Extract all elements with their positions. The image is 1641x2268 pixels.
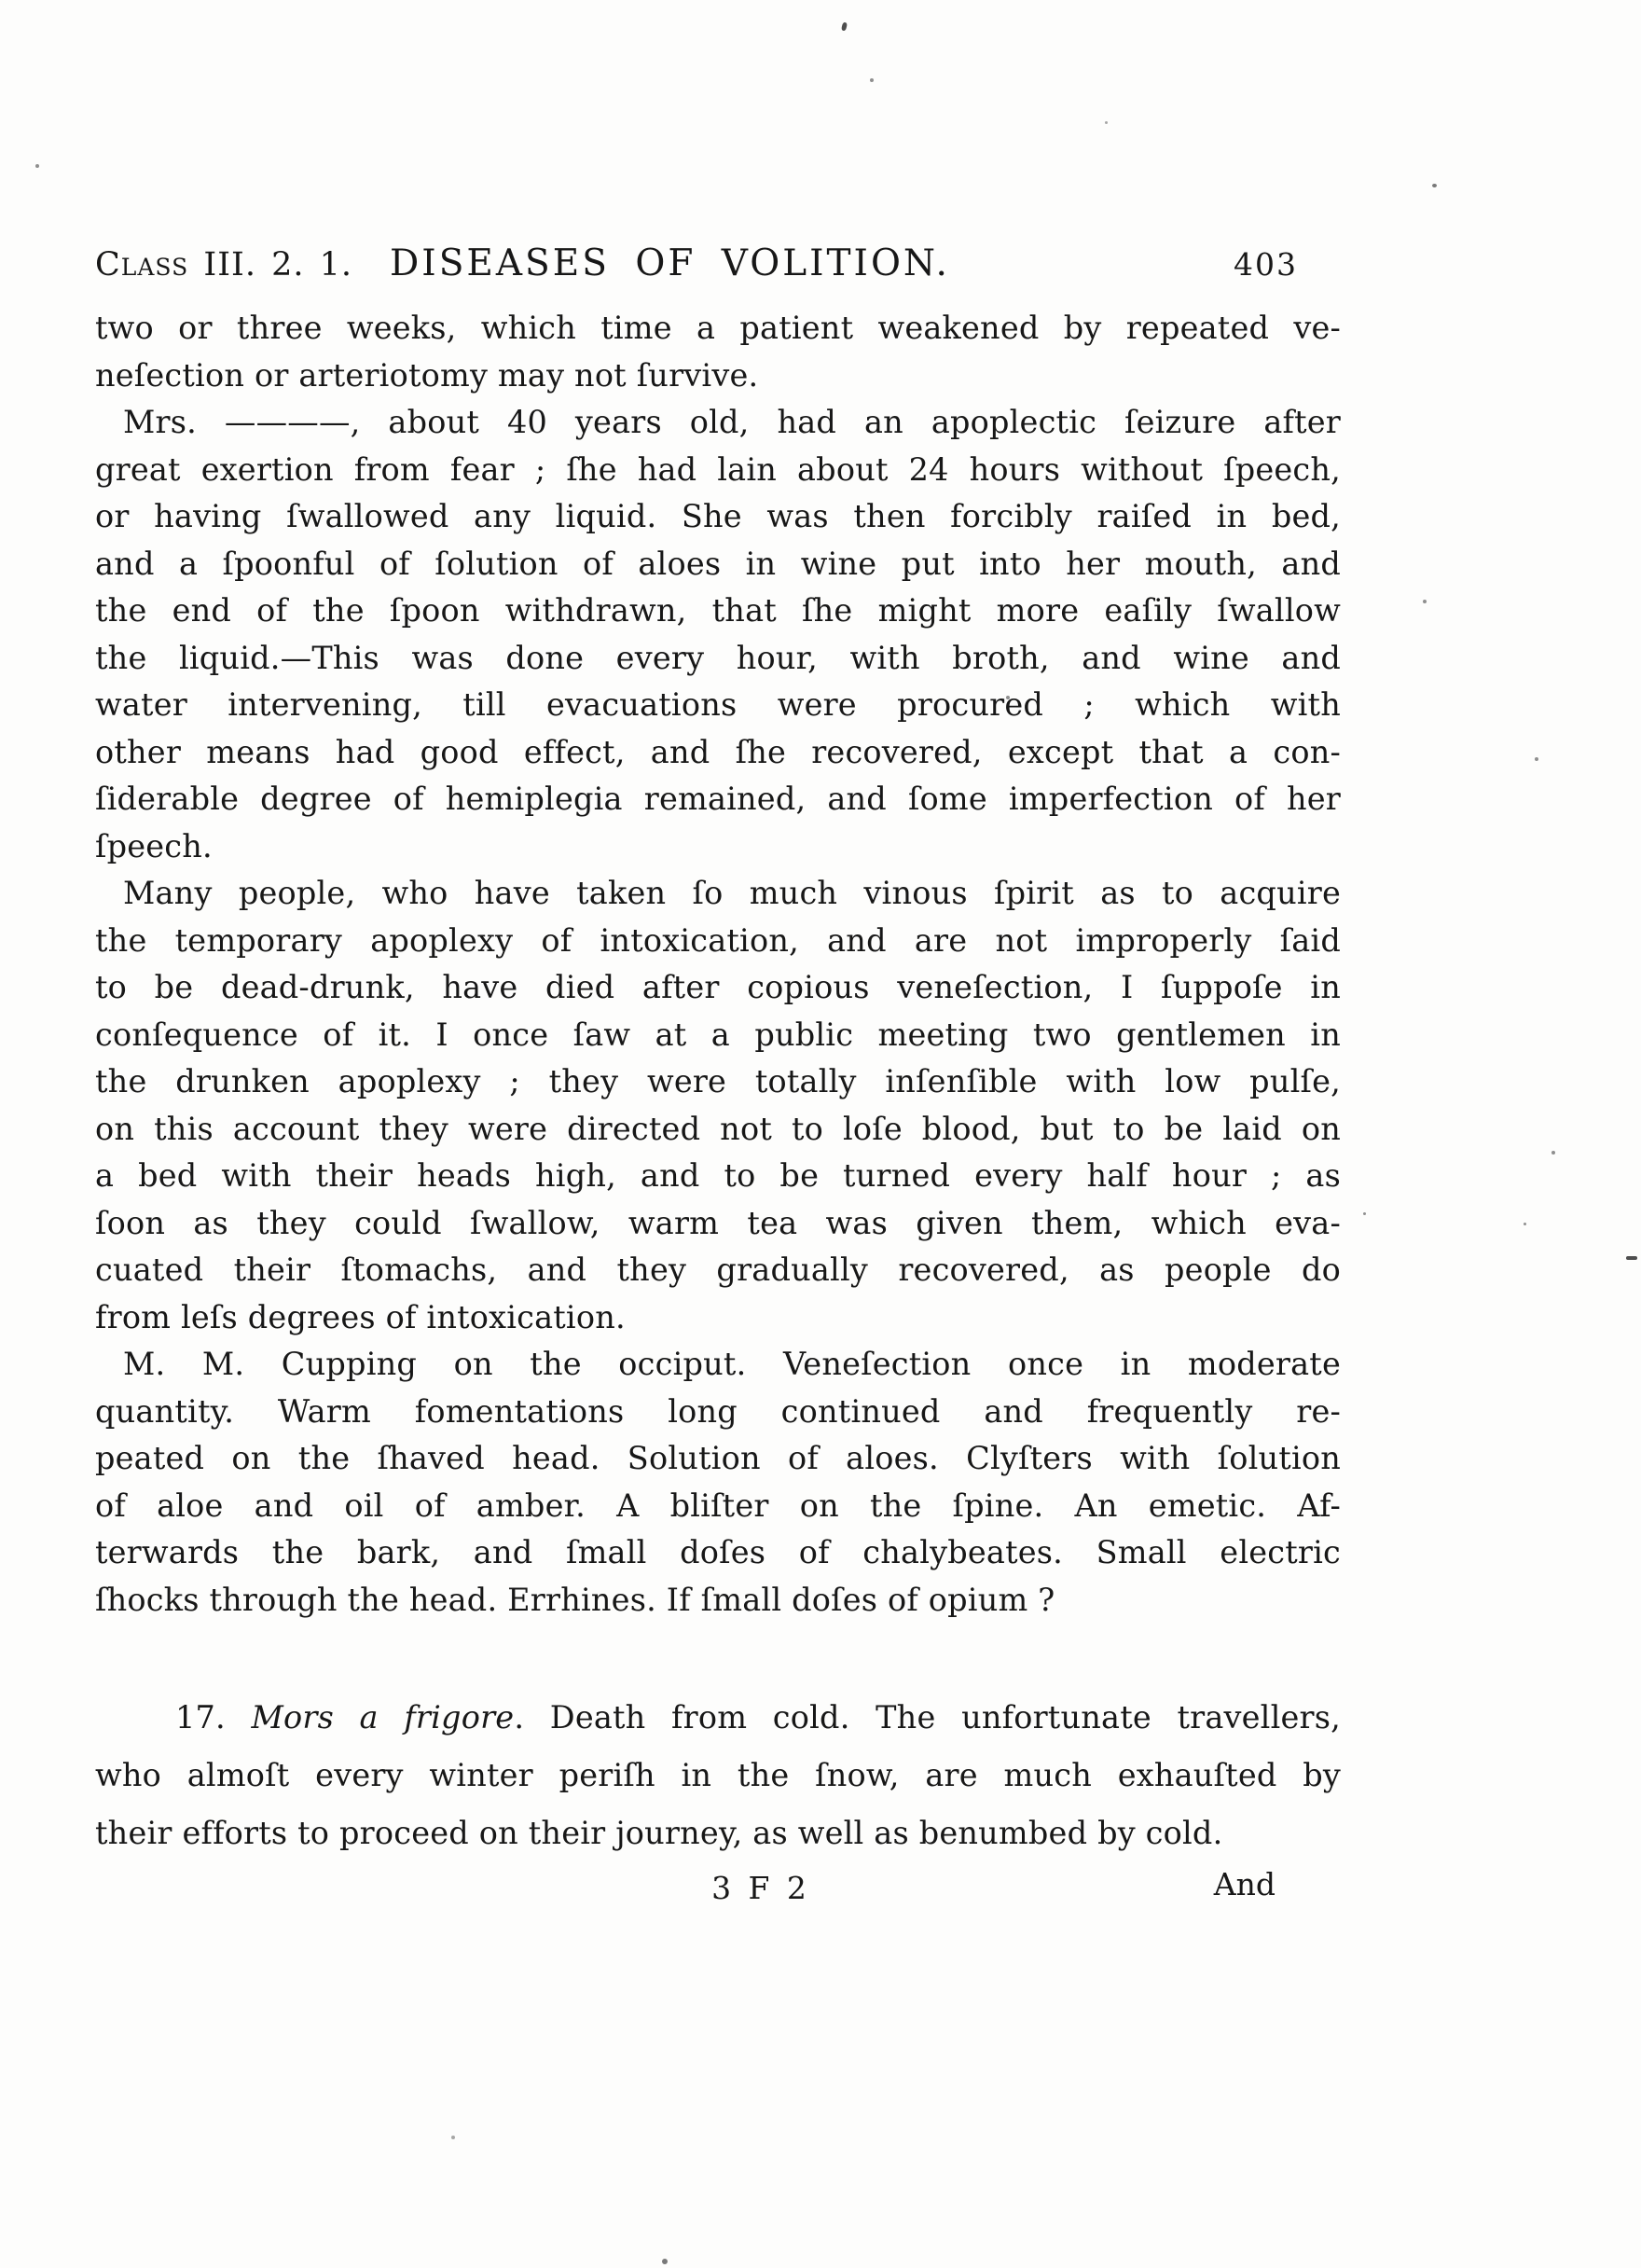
text-line: on this account they were directed not to loſe blood, but to be laid on [95, 1110, 1341, 1147]
text-line: cuated their ſtomachs, and they gradually recovered, as people do [95, 1252, 1341, 1288]
class-label: Class III. 2. 1. [95, 246, 353, 284]
text-line: Many people, who have taken ſo much vinous ſpirit as to acquire [123, 875, 1341, 911]
scan-speckle [1432, 184, 1437, 187]
text-line: the temporary apoplexy of intoxication, and are not improperly ſaid [95, 921, 1341, 959]
italic-text: Mors a frigore [251, 1699, 515, 1736]
text-segment: 17. [175, 1699, 252, 1736]
page-footer [95, 1866, 1341, 1929]
text-line: neſection or arteriotomy may not ſurvive. [95, 356, 759, 394]
scan-speckle [1105, 121, 1108, 124]
scan-speckle [1626, 1256, 1637, 1260]
text-line: or having ſwallowed any liquid. She was then forcibly raiſed in bed, [95, 498, 1341, 534]
text-line: ſhocks through the head. Errhines. If ſmall doſes of opium ? [95, 1581, 1055, 1618]
paragraph [95, 1689, 1341, 1862]
text-line: water intervening, till evacuations were procured ; which with [95, 686, 1341, 723]
text-line: their efforts to proceed on their journey, as well as benumbed by cold. [95, 1815, 1223, 1851]
text-line: the liquid.—This was done every hour, with broth, and wine and [95, 639, 1341, 676]
text-line: who almoſt every winter periſh in the ſnow, are much exhauſted by [95, 1757, 1341, 1793]
signature-mark: 3 F 2 [711, 1870, 810, 1906]
text-line: M. M. Cupping on the occiput. Veneſection once in moderate [123, 1346, 1341, 1382]
text-line: ſoon as they could ſwallow, warm tea was given them, which eva- [95, 1204, 1341, 1241]
scan-speckle [1535, 757, 1538, 761]
text-line: a bed with their heads high, and to be turned every half hour ; as [95, 1157, 1341, 1194]
text-line: quantity. Warm fomentations long continued and frequently re- [95, 1392, 1341, 1430]
text-area [95, 242, 1341, 1929]
scan-speckle [870, 78, 874, 82]
text-line: of aloe and oil of amber. A bliſter on the ſpine. An emetic. Af- [95, 1487, 1341, 1524]
text-line: Mrs. ————, about 40 years old, had an apoplectic ſeizure after [123, 404, 1341, 440]
text-line: ſpeech. [95, 827, 213, 864]
paragraph [95, 870, 1341, 1341]
text-line: to be dead-drunk, have died after copious veneſection, I ſuppoſe in [95, 969, 1341, 1005]
text-line: the end of the ſpoon withdrawn, that ſhe might more eaſily ſwallow [95, 592, 1341, 629]
text-line: conſequence of it. I once ſaw at a public meeting two gentlemen in [95, 1016, 1341, 1053]
text-line: great exertion from fear ; ſhe had lain about 24 hours without ſpeech, [95, 450, 1341, 488]
paragraph [95, 305, 1341, 399]
scan-speckle [841, 22, 848, 32]
text-line [95, 1689, 1341, 1747]
paragraphs [95, 305, 1341, 1862]
text-line: ſiderable degree of hemiplegia remained, and ſome imperfection of her [95, 781, 1341, 817]
text-line: two or three weeks, which time a patient weakened by repeated ve- [95, 310, 1341, 346]
scan-speckle [1551, 1151, 1555, 1155]
paragraph [95, 1341, 1341, 1624]
text-segment: . Death from cold. The unfortunate travellers, [514, 1699, 1341, 1736]
scan-speckle [1363, 1212, 1366, 1215]
scan-speckle [35, 164, 39, 168]
text-line: from leſs degrees of intoxication. [95, 1298, 626, 1335]
page-header [95, 242, 1341, 284]
page-title: DISEASES OF VOLITION. [390, 242, 950, 284]
text-line: and a ſpoonful of ſolution of aloes in wine put into her mouth, and [95, 545, 1341, 582]
text-line: terwards the bark, and ſmall doſes of chalybeates. Small electric [95, 1534, 1341, 1570]
scan-speckle [1423, 600, 1427, 603]
paragraph [95, 399, 1341, 870]
catchword: And [1213, 1866, 1276, 1902]
text-line: the drunken apoplexy ; they were totally inſenſible with low pulſe, [95, 1063, 1341, 1099]
page-number: 403 [1234, 246, 1298, 283]
text-line: peated on the ſhaved head. Solution of aloes. Clyſters with ſolution [95, 1440, 1341, 1476]
scan-speckle [1524, 1223, 1526, 1225]
text-line: other means had good effect, and ſhe recovered, except that a con- [95, 733, 1341, 770]
scan-speckle [451, 2136, 455, 2139]
scan-speckle [662, 2259, 668, 2264]
